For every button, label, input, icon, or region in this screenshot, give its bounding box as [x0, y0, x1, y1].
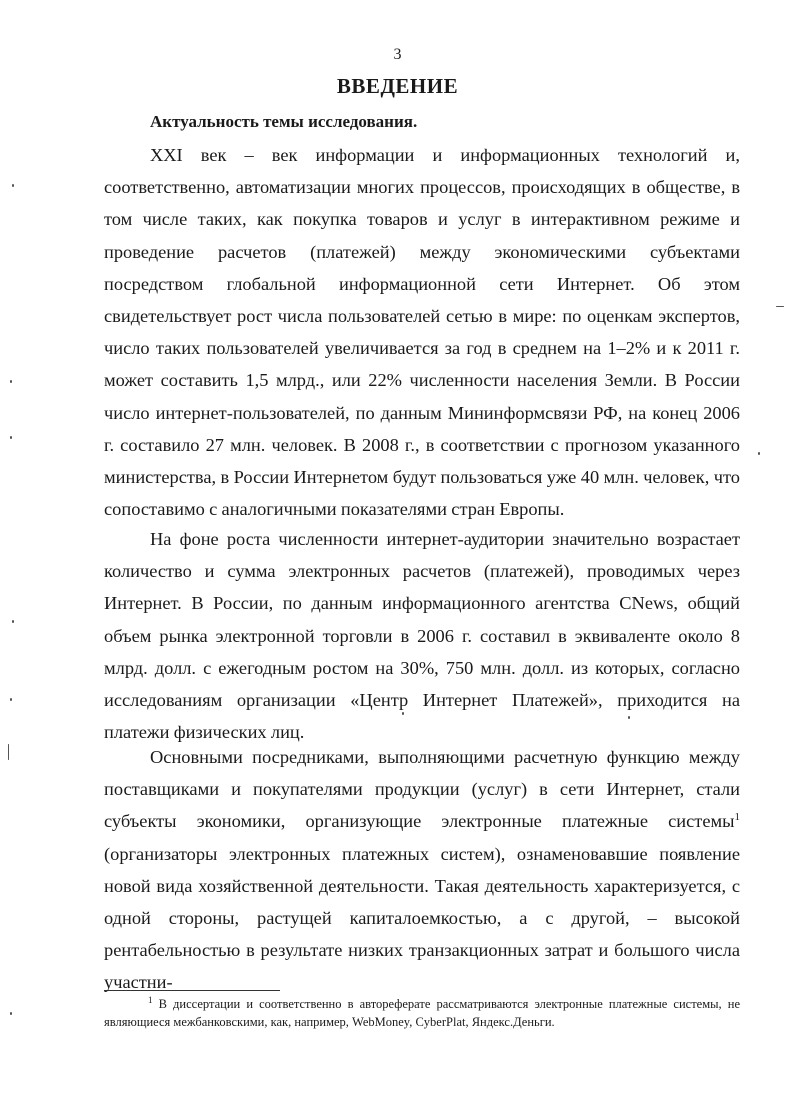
footnote-text: В диссертации и соответственно в автореферате рассматриваются электронные платежные системы, не являющиеся межбанковскими, как, например, WebMoney, CyberPlat, Яндекс.Деньги.: [104, 997, 740, 1029]
page-number: 3: [393, 46, 402, 63]
scan-speck: [10, 1012, 12, 1015]
paragraph-1: XXI век – век информации и информационных технологий и, соответственно, автоматизации многих процессов, происходящих в обществе, в том числе таких, как покупка товаров и услуг в интерактивном режиме и проведение расчетов (платежей) между экономическими субъектами посредством глобальной информационной сети Интернет. Об этом свидетельствует рост числа пользователей сетью в мире: по оценкам экспертов, число таких пользователей увеличивается за год в среднем на 1–2% и к 2011 г. может составить 1,5 млрд., или 22% численности населения Земли. В России число интернет-пользователей, по данным Мининформсвязи РФ, на конец 2006 г. составило 27 млн. человек. В 2008 г., в соответствии с прогнозом указанного министерства, в России Интернетом будут пользоваться уже 40 млн. человек, что сопоставимо с аналогичными показателями стран Европы.: [104, 145, 740, 520]
paragraph-2: На фоне роста численности интернет-аудитории значительно возрастает количество и сумма электронных расчетов (платежей), проводимых через Интернет. В России, по данным информационного агентства CNews, общий объем рынка электронной торговли в 2006 г. составил в эквиваленте около 8 млрд. долл. с ежегодным ростом на 30%, 750 млн. долл. из которых, согласно исследованиям организации «Центр Интернет Платежей», приходится на платежи физических лиц.: [104, 529, 740, 743]
paragraph-3: [104, 741, 740, 999]
footnote-mark: 1: [148, 994, 153, 1005]
subsection-heading: Актуальность темы исследования.: [150, 112, 418, 131]
scan-speck: [10, 436, 12, 439]
scan-speck: [628, 716, 630, 719]
scan-speck: [12, 184, 14, 187]
paragraph-3-text-before: Основными посредниками, выполняющими расчетную функцию между поставщиками и покупателями продукции (услуг) в сети Интернет, стали субъекты экономики, организующие электронные платежные системы: [104, 747, 740, 832]
footnote: [104, 995, 740, 1031]
scan-speck: [758, 452, 760, 455]
footnote-divider: [104, 990, 280, 991]
scan-speck: [8, 744, 9, 760]
scan-speck: [402, 712, 404, 715]
scan-speck: [12, 620, 14, 623]
scan-speck: [10, 380, 12, 383]
footnote-reference: 1: [734, 811, 740, 824]
section-heading: ВВЕДЕНИЕ: [336, 74, 459, 98]
scan-speck: [776, 306, 784, 307]
scan-speck: [10, 698, 12, 701]
paragraph-3-text-after: (организаторы электронных платежных систем), ознаменовавшие появление новой вида хозяйственной деятельности. Такая деятельность характеризуется, с одной стороны, растущей капиталоемкостью, а с другой, – высокой рентабельностью в результате низких транзакционных затрат и большого числа участни-: [104, 843, 740, 993]
